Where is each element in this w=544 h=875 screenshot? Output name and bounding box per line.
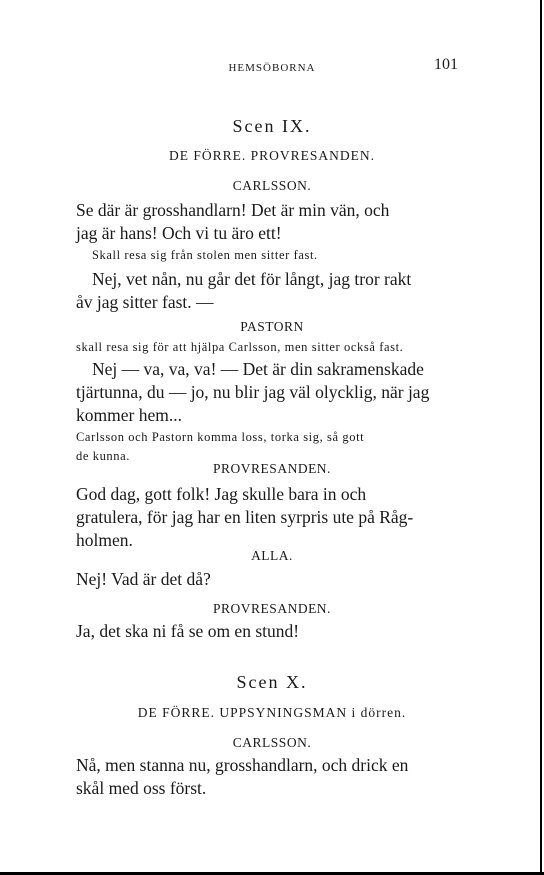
speaker-pastorn: PASTORN <box>240 319 304 334</box>
speech-line: holmen. <box>76 530 133 550</box>
stage-direction-1: Skall resa sig från stolen men sitter fast. <box>92 248 318 262</box>
speech-line: Nej — va, va, va! — Det är din sakramenskade <box>92 359 424 379</box>
speech-pastorn <box>76 358 468 427</box>
speaker-carlsson: CARLSSON. <box>232 178 312 193</box>
scene-10-cast: DE FÖRRE. UPPSYNINGSMAN i dörren. <box>137 705 407 720</box>
page-number: 101 <box>434 56 458 73</box>
speech-line: Nej, vet nån, nu går det för långt, jag tror rakt <box>92 269 412 289</box>
speaker-carlsson-2: CARLSSON. <box>232 735 312 750</box>
speech-carlsson-2 <box>76 268 468 314</box>
speaker-provresanden-2: PROVRESANDEN. <box>213 601 331 616</box>
scene-9-cast: DE FÖRRE. PROVRESANDEN. <box>168 148 376 163</box>
speech-line: Se där är grosshandlarn! Det är min vän, och <box>76 200 390 220</box>
speech-provresanden-1 <box>76 483 468 552</box>
speaker-provresanden: PROVRESANDEN. <box>213 461 331 476</box>
speech-alla <box>76 568 468 591</box>
speech-provresanden-2 <box>76 620 468 643</box>
speech-line: åv jag sitter fast. — <box>76 292 214 312</box>
page-edge-right <box>540 0 542 875</box>
direction-line: Carlsson och Pastorn komma loss, torka sig, så gott <box>76 430 365 444</box>
scene-9-heading: Scen IX. <box>232 116 312 136</box>
speech-line: Nej! Vad är det då? <box>76 569 211 589</box>
speech-line: tjärtunna, du — jo, nu blir jag väl olycklig, när jag <box>76 382 430 402</box>
speech-line: God dag, gott folk! Jag skulle bara in och <box>76 484 367 504</box>
speech-line: kommer hem... <box>76 405 182 425</box>
speech-carlsson-1 <box>76 199 468 245</box>
scene-10-heading: Scen X. <box>236 672 308 692</box>
speech-line: skål med oss först. <box>76 778 207 798</box>
speech-line: jag är hans! Och vi tu äro ett! <box>76 223 282 243</box>
speech-line: gratulera, för jag har en liten syrpris ute på Råg- <box>76 507 414 527</box>
direction-line: de kunna. <box>76 449 130 463</box>
speech-line: Ja, det ska ni få se om en stund! <box>76 621 300 641</box>
speech-carlsson-3 <box>76 754 468 800</box>
stage-direction-2: skall resa sig för att hjälpa Carlsson, men sitter också fast. <box>76 340 404 354</box>
speaker-alla: ALLA. <box>251 548 293 563</box>
page-header <box>76 56 468 76</box>
running-title: HEMSÖBORNA <box>228 62 316 74</box>
speech-line: Nå, men stanna nu, grosshandlarn, och drick en <box>76 755 409 775</box>
